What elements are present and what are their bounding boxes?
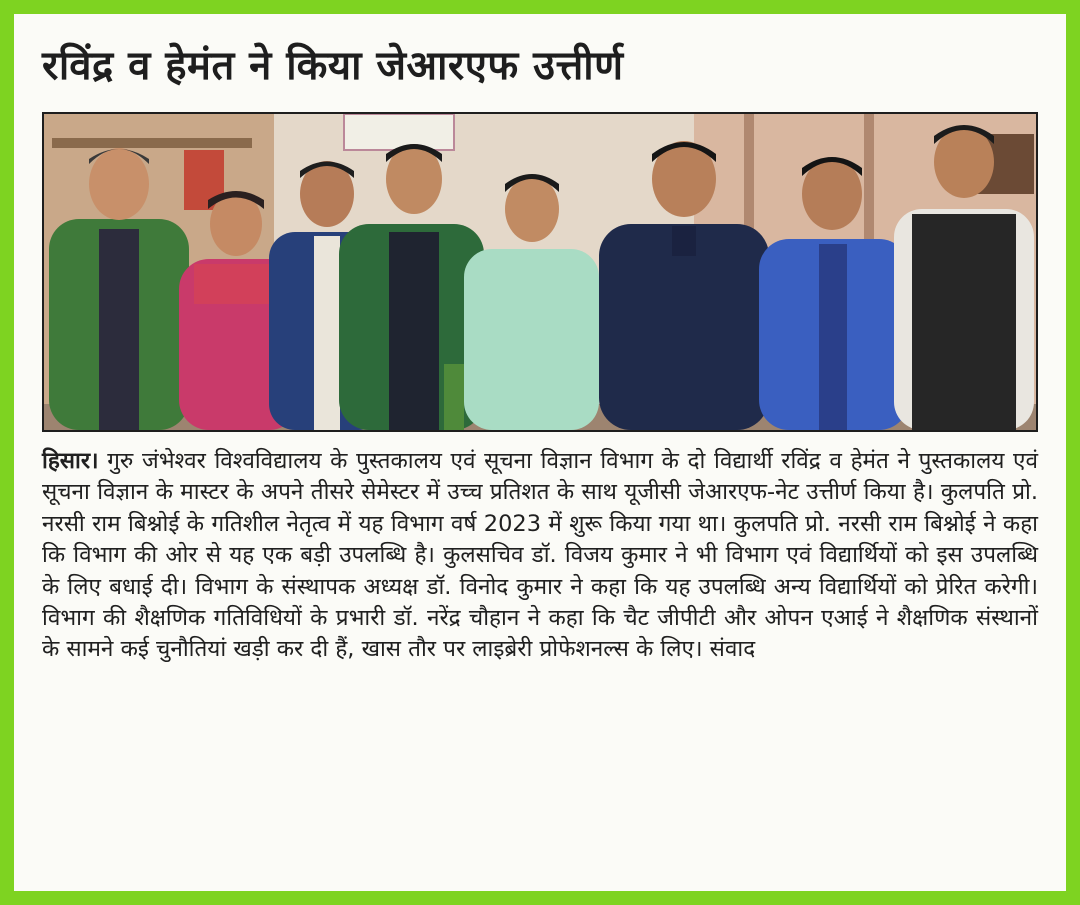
article-text: गुरु जंभेश्वर विश्वविद्यालय के पुस्तकालय एवं सूचना विज्ञान विभाग के दो विद्यार्थी रविंद्र व हेमंत ने पुस्तकालय एवं सूचना विज्ञान के मास्टर के अपने तीसरे सेमेस्टर में उच्च प्रतिशत के साथ यूजीसी जेआरएफ-नेट उत्तीर्ण किया है। कुलपति प्रो. नरसी राम बिश्नोई के गतिशील नेतृत्व में यह विभाग वर्ष 2023 में शुरू किया गया था। कुलपति प्रो. नरसी राम बिश्नोई ने कहा कि विभाग की ओर से यह एक बड़ी उपलब्धि है। कुलसचिव डॉ. विजय कुमार ने भी विभाग एवं विद्यार्थियों को इस उपलब्धि के लिए बधाई दी। विभाग के संस्थापक अध्यक्ष डॉ. विनोद कुमार ने कहा कि यह उपलब्धि अन्य विद्यार्थियों को प्रेरित करेगी। विभाग की शैक्षणिक गतिविधियों के प्रभारी डॉ. नरेंद्र चौहान ने कहा कि चैट जीपीटी और ओपन एआई ने शैक्षणिक संस्थानों के सामने कई चुनौतियां खड़ी कर दी हैं, खास तौर पर लाइब्रेरी प्रोफेशनल्स के लिए। [42, 448, 1038, 663]
news-clipping [14, 14, 1066, 891]
headline: रविंद्र व हेमंत ने किया जेआरएफ उत्तीर्ण [42, 43, 624, 89]
dateline: हिसार। [42, 448, 99, 474]
group-photo [42, 112, 1038, 432]
credit: संवाद [702, 636, 756, 663]
article-body [42, 446, 1038, 666]
